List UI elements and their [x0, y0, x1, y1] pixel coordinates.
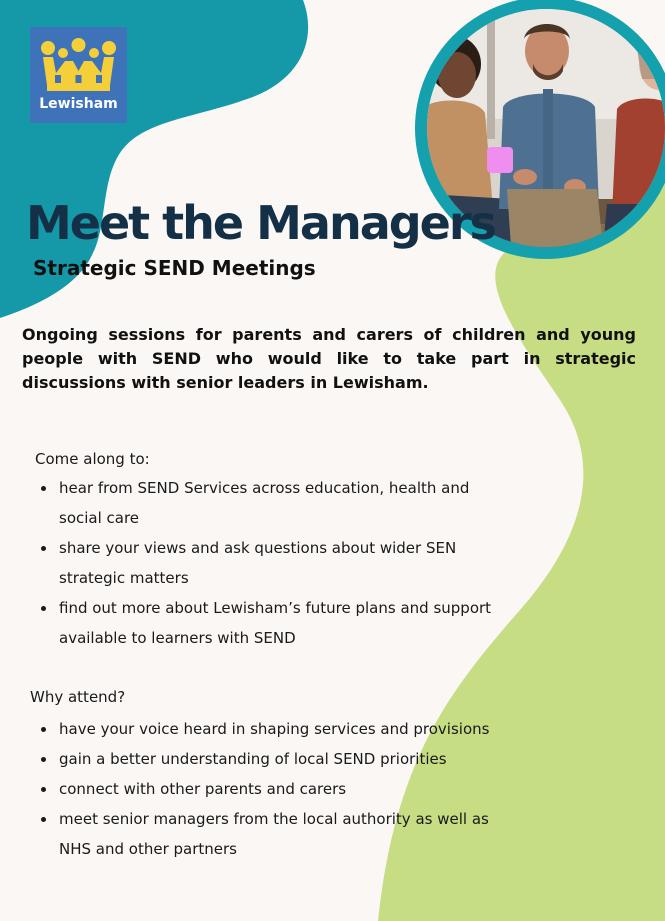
intro-paragraph: Ongoing sessions for parents and carers of children and young people with SEND who would like to take part in strategic discussions with senior leaders in Lewisham. — [22, 325, 636, 392]
list-item-text: connect with other parents and carers — [59, 780, 347, 798]
come-along-label: Come along to: — [35, 450, 150, 468]
bullet-icon — [41, 787, 46, 792]
list-item-text: have your voice heard in shaping services and provisions — [59, 720, 490, 738]
bullet-icon — [41, 546, 46, 551]
list-item — [40, 593, 510, 653]
list-item-text: meet senior managers from the local authority as well as NHS and other partners — [59, 810, 489, 858]
bullet-icon — [41, 727, 46, 732]
page-subtitle: Strategic SEND Meetings — [33, 256, 316, 280]
list-item-text: share your views and ask questions about wider SEN strategic matters — [59, 539, 457, 587]
list-item — [40, 714, 510, 744]
lewisham-logo — [30, 27, 127, 123]
list-item — [40, 473, 510, 533]
logo-label: Lewisham — [39, 96, 118, 112]
why-attend-label: Why attend? — [30, 688, 126, 706]
page-title: Meet the Managers — [26, 196, 495, 250]
list-item — [40, 804, 510, 864]
list-item — [40, 744, 510, 774]
list-item — [40, 533, 510, 593]
list-item-text: find out more about Lewisham’s future plans and support available to learners with SEND — [59, 599, 492, 647]
bullet-icon — [41, 757, 46, 762]
come-along-list — [40, 473, 510, 653]
why-attend-list — [40, 714, 510, 864]
crown-icon — [39, 37, 118, 95]
bullet-icon — [41, 606, 46, 611]
bullet-icon — [41, 817, 46, 822]
list-item — [40, 774, 510, 804]
bullet-icon — [41, 486, 46, 491]
list-item-text: gain a better understanding of local SEND priorities — [59, 750, 447, 768]
list-item-text: hear from SEND Services across education, health and social care — [59, 479, 470, 527]
